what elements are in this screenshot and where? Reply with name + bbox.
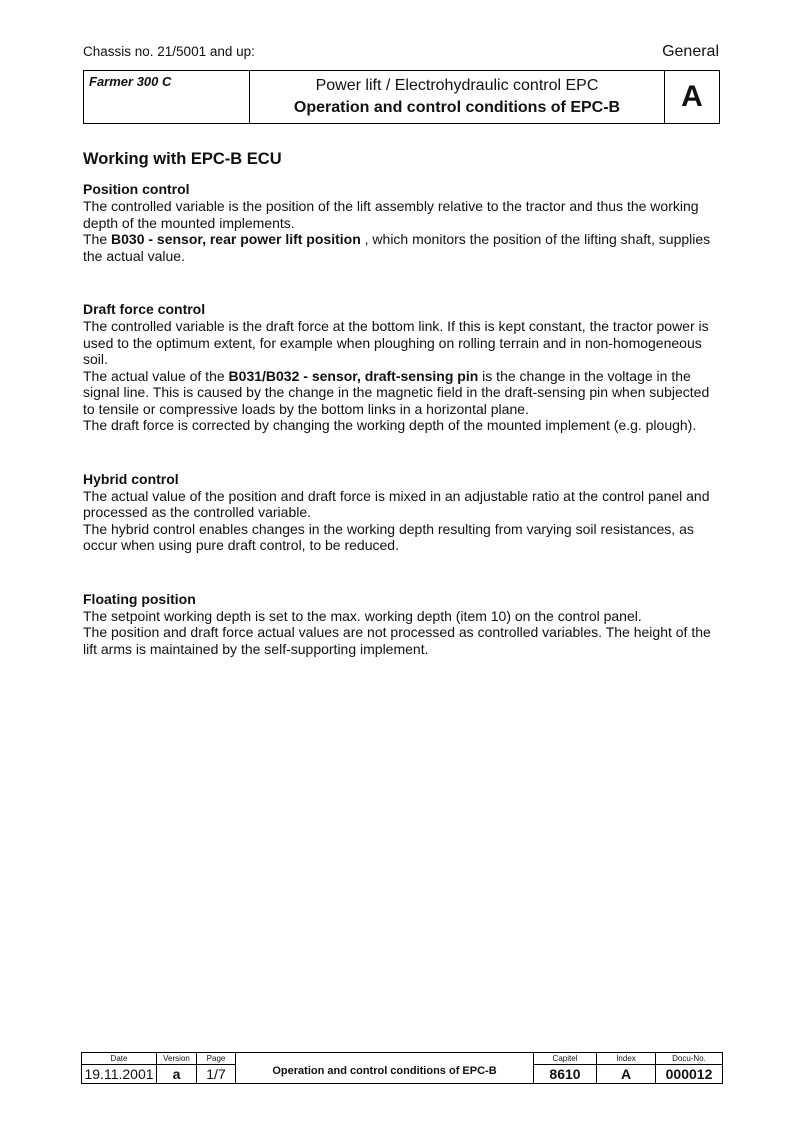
section-title: Hybrid control bbox=[83, 470, 179, 487]
section-letter: A bbox=[681, 80, 703, 113]
category-label: General bbox=[662, 43, 719, 60]
footer-docu-number: 000012 bbox=[665, 1066, 713, 1082]
footer-page-cell bbox=[197, 1053, 236, 1083]
footer-date-cell bbox=[82, 1053, 157, 1083]
page-heading: Working with EPC-B ECU bbox=[83, 150, 282, 168]
footer-label: Date bbox=[82, 1053, 156, 1065]
footer-label: Index bbox=[597, 1053, 655, 1065]
document-body bbox=[83, 150, 723, 657]
footer-index: A bbox=[620, 1066, 632, 1082]
section-title: Floating position bbox=[83, 590, 196, 607]
text-run: The actual value of the bbox=[83, 367, 229, 384]
sensor-name: B031/B032 - sensor, draft-sensing pin bbox=[228, 367, 479, 384]
chassis-label: Chassis no. 21/5001 and up: bbox=[83, 44, 255, 59]
paragraph bbox=[83, 231, 723, 264]
paragraph: The draft force is corrected by changing the working depth of the mounted implement (e.g. plough). bbox=[83, 417, 697, 433]
text-run: is the change in the voltage in the signal line. This is caused by the change in the magnetic field in the draft-sensing pin when subjected to tensile or compressive loads by the bottom links in a horizontal plane. bbox=[83, 367, 710, 417]
header-title: Operation and control conditions of EPC-B bbox=[293, 99, 621, 116]
footer-label: Capitel bbox=[534, 1053, 596, 1065]
footer-docu-cell bbox=[656, 1053, 722, 1083]
footer-version-cell bbox=[157, 1053, 197, 1083]
header-title-cell bbox=[250, 71, 665, 123]
model-name: Farmer 300 C bbox=[84, 71, 250, 123]
footer-title: Operation and control conditions of EPC-B bbox=[272, 1065, 497, 1077]
paragraph bbox=[83, 368, 723, 418]
sensor-name: B030 - sensor, rear power lift position bbox=[111, 231, 361, 247]
footer-capitel: 8610 bbox=[549, 1066, 581, 1082]
footer-index-cell bbox=[597, 1053, 656, 1083]
footer-capitel-cell bbox=[534, 1053, 597, 1083]
paragraph: The actual value of the position and draft force is mixed in an adjustable ratio at the control panel and processed as the controlled variable. bbox=[83, 487, 710, 520]
header-box bbox=[83, 70, 720, 124]
footer-page: 1/7 bbox=[206, 1066, 226, 1082]
footer-date: 19.11.2001 bbox=[84, 1066, 154, 1082]
text-run: The bbox=[83, 231, 112, 247]
footer-label: Version bbox=[157, 1053, 196, 1065]
footer-version: a bbox=[172, 1066, 181, 1082]
paragraph: The setpoint working depth is set to the max. working depth (item 10) on the control panel. bbox=[83, 607, 642, 624]
footer-label: Page bbox=[197, 1053, 235, 1065]
text-run: , which monitors the position of the lifting shaft, supplies the actual value. bbox=[83, 231, 711, 264]
header-subtitle: Power lift / Electrohydraulic control EPC bbox=[315, 77, 599, 94]
section-title: Draft force control bbox=[83, 301, 206, 317]
footer-table bbox=[81, 1052, 723, 1084]
paragraph: The controlled variable is the draft force at the bottom link. If this is kept constant, the tractor power is used to the optimum extent, for example when ploughing on rolling terrain and in non-homogeneous soil. bbox=[83, 318, 709, 367]
paragraph: The controlled variable is the position of the lift assembly relative to the tractor and thus the working depth of the mounted implements. bbox=[83, 198, 699, 231]
paragraph: The hybrid control enables changes in the working depth resulting from varying soil resistances, as occur when using pure draft control, to be reduced. bbox=[83, 520, 694, 553]
paragraph: The position and draft force actual values are not processed as controlled variables. The height of the lift arms is maintained by the self-supporting implement. bbox=[83, 624, 711, 657]
footer-label: Docu-No. bbox=[656, 1053, 722, 1065]
section-title: Position control bbox=[83, 181, 190, 197]
footer-title-cell bbox=[236, 1053, 534, 1083]
